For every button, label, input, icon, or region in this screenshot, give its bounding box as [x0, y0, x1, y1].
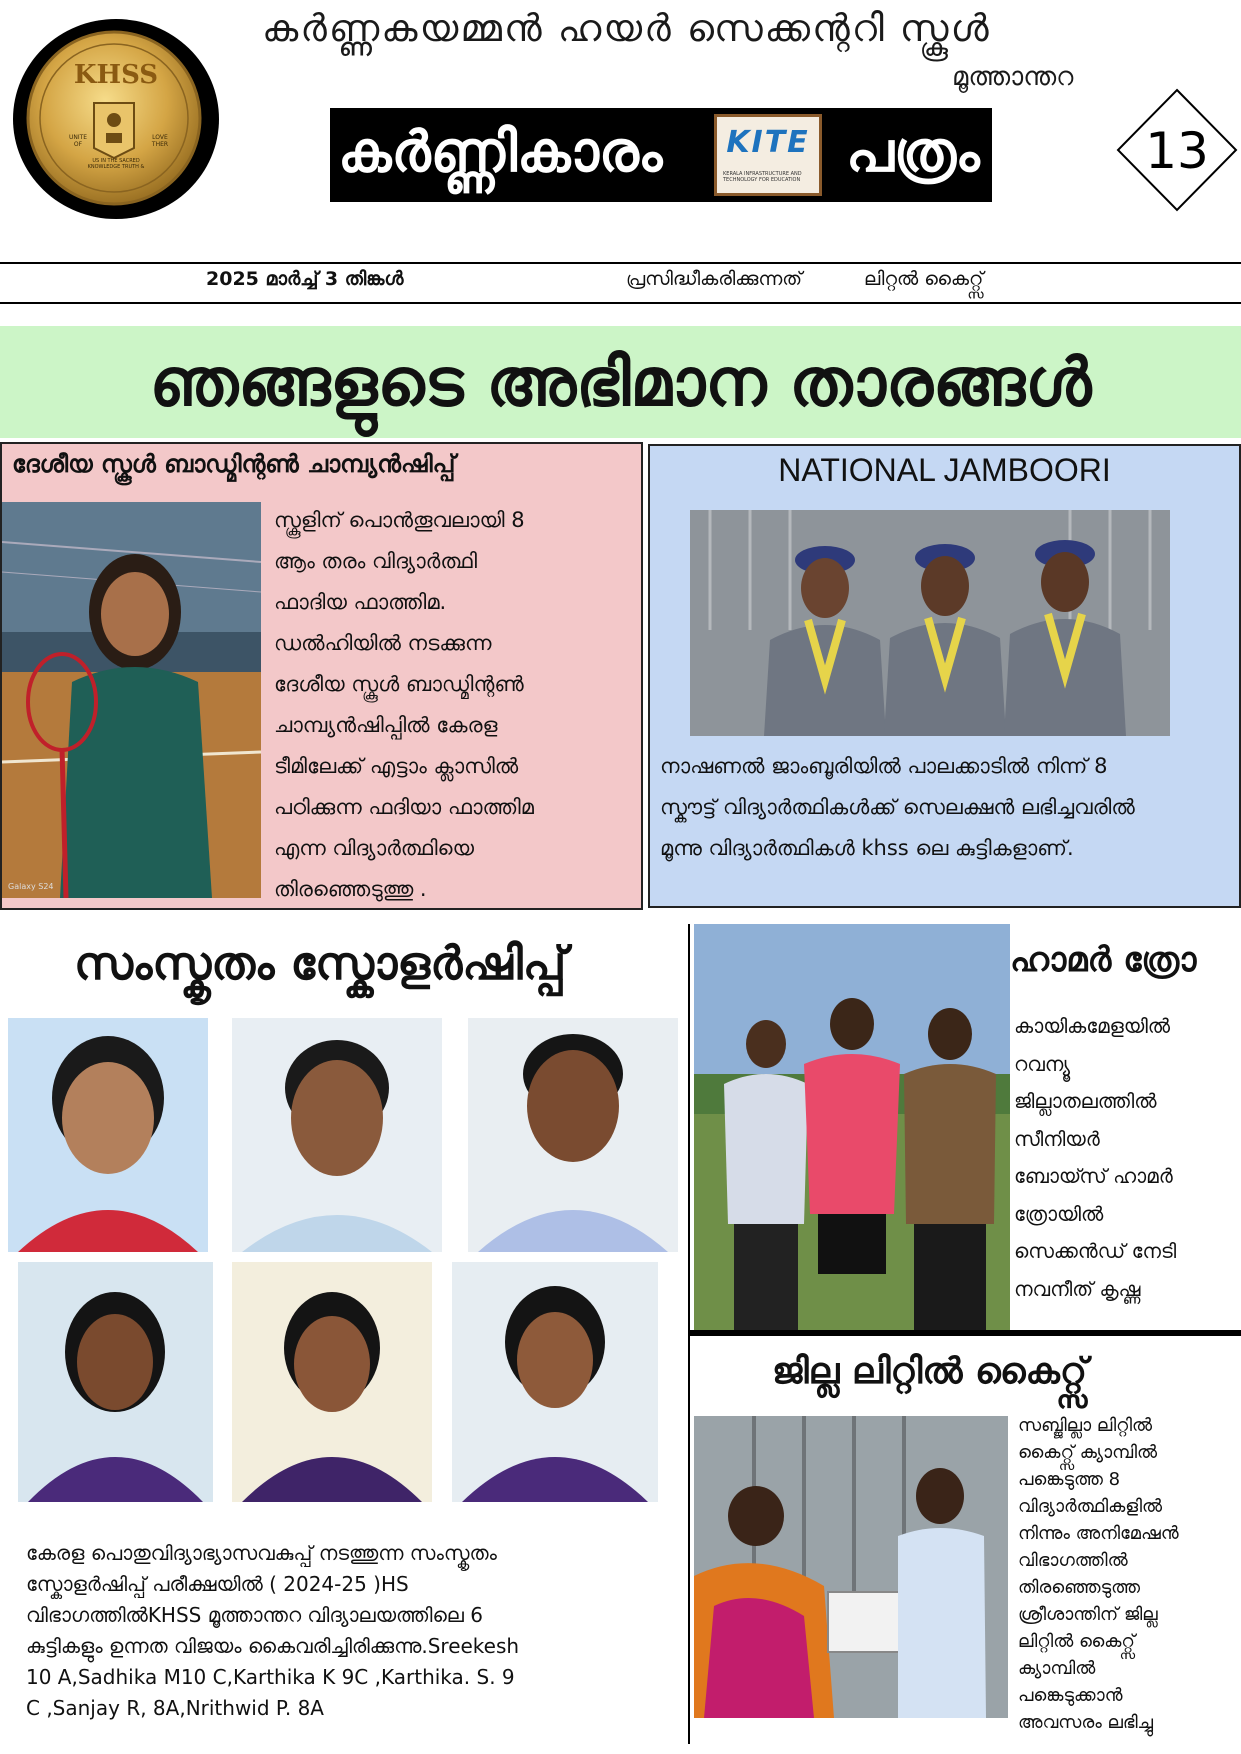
paper-name-right: പത്രം — [846, 120, 980, 185]
hammer-line: ത്രോയിൽ — [1014, 1201, 1104, 1226]
sanskrit-line: സ്കോളർഷിപ്പ് പരീക്ഷയിൽ ( 2024-25 )HS — [26, 1572, 409, 1596]
sanskrit-line: കുട്ടികളും ഉന്നത വിജയം കൈവരിച്ചിരിക്കുന്നു.Sreekesh — [26, 1634, 520, 1658]
photo-watermark: Galaxy S24 — [8, 882, 54, 891]
jamboori-line: മൂന്നു വിദ്യാർത്ഥികൾ khss ലെ കുട്ടികളാണ്. — [660, 836, 1074, 860]
littlekites-line: ലിറ്റിൽ കൈറ്റ്സ് — [1018, 1631, 1136, 1652]
littlekites-line: ശ്രീശാന്തിന് ജില്ല — [1018, 1604, 1158, 1625]
littlekites-line: വിഭാഗത്തിൽ — [1018, 1550, 1128, 1571]
sanskrit-line: C ,Sanjay R, 8A,Nrithwid P. 8A — [26, 1696, 324, 1720]
badminton-line: തിരഞ്ഞെടുത്തു . — [274, 877, 427, 901]
student-photo — [8, 1018, 208, 1252]
banner-title: ഞങ്ങളുടെ അഭിമാന താരങ്ങൾ — [149, 344, 1092, 421]
sanskrit-heading: സംസ്കൃതം സ്കോളർഷിപ്പ് — [74, 936, 567, 990]
hammer-line: നവനീത് കൃഷ്ണ — [1014, 1276, 1141, 1301]
banner — [0, 326, 1241, 438]
badminton-line: ദേശീയ സ്കൂൾ ബാഡ്മിന്റൺ — [274, 672, 524, 696]
jamboori-heading: NATIONAL JAMBOORI — [778, 452, 1111, 488]
hammer-line: ജില്ലാതലത്തിൽ — [1014, 1089, 1157, 1113]
hammer-line: സീനിയർ — [1014, 1126, 1100, 1151]
school-name: കർണ്ണകയമ്മൻ ഹയർ സെക്കന്ററി സ്കൂൾ — [262, 6, 991, 50]
jamboori-line: നാഷണൽ ജാംബൂരിയിൽ പാലക്കാടിൽ നിന്ന് 8 — [660, 754, 1108, 778]
littlekites-line: കൈറ്റ്സ് ക്യാമ്പിൽ — [1018, 1442, 1158, 1463]
publisher-label: പ്രസിദ്ധീകരിക്കുന്നത് — [626, 268, 803, 290]
hammer-text — [1014, 1008, 1234, 1308]
logo-motto-bottom: US IN THE SACRED KNOWLEDGE TRUTH & — [87, 158, 145, 170]
badminton-line: ഫാദിയ ഫാത്തിമ. — [274, 590, 447, 614]
issue-number-badge — [1116, 88, 1238, 212]
hammer-line: കായികമേളയിൽ — [1014, 1014, 1171, 1038]
dateline-date: 2025 മാർച്ച് 3 തിങ്കൾ — [206, 268, 404, 290]
school-logo — [12, 18, 220, 220]
rule-top — [0, 262, 1241, 264]
badminton-line: ടീമിലേക്ക് എട്ടാം ക്ലാസിൽ — [274, 754, 519, 778]
sanskrit-line: വിഭാഗത്തിൽKHSS മൂത്താന്തറ വിദ്യാലയത്തിലെ 6 — [26, 1603, 483, 1627]
jamboori-text — [660, 746, 1235, 869]
student-photo — [452, 1262, 658, 1502]
kite-logo — [714, 114, 822, 196]
little-kites-award-photo — [694, 1416, 1008, 1718]
badminton-line: സ്കൂളിന് പൊൻതൂവലായി 8 — [274, 508, 525, 532]
badminton-line: പഠിക്കുന്ന ഫദിയാ ഫാത്തിമ — [274, 795, 534, 819]
littlekites-line: സബ്ജില്ലാ ലിറ്റിൽ — [1018, 1415, 1153, 1436]
littlekites-line: പങ്കെടുത്ത 8 — [1018, 1469, 1121, 1490]
student-photo — [18, 1262, 213, 1502]
badminton-section — [0, 442, 643, 910]
rule-bottom — [0, 302, 1241, 304]
hammer-heading: ഹാമർ ത്രോ — [1010, 940, 1197, 980]
badminton-line: ചാമ്പ്യൻഷിപ്പിൽ കേരള — [274, 713, 498, 737]
paper-nameplate — [330, 108, 992, 202]
sanskrit-line: കേരള പൊതുവിദ്യാഭ്യാസവകുപ്പ് നടത്തുന്ന സംസ്കൃതം — [26, 1541, 497, 1565]
hammer-line: സെക്കൻഡ് നേടി — [1014, 1239, 1177, 1263]
littlekites-heading: ജില്ല ലിറ്റിൽ കൈറ്റ്സ് — [772, 1350, 1088, 1392]
hammer-throw-photo — [694, 924, 1010, 1330]
badminton-heading: ദേശീയ സ്കൂൾ ബാഡ്മിന്റൺ ചാമ്പ്യൻഷിപ്പ് — [12, 450, 456, 478]
littlekites-line: അവസരം ലഭിച്ചു — [1018, 1712, 1154, 1733]
sanskrit-line: 10 A,Sadhika M10 C,Karthika K 9C ,Karthika. S. 9 — [26, 1665, 515, 1689]
badminton-line: ഡൽഹിയിൽ നടക്കുന്ന — [274, 631, 492, 655]
sanskrit-text — [26, 1538, 666, 1724]
paper-name-left: കർണ്ണികാരം — [338, 120, 663, 185]
school-place: മൂത്താന്തറ — [952, 62, 1074, 92]
kite-logo-text: KITE — [726, 125, 810, 160]
student-photo — [232, 1262, 432, 1502]
littlekites-line: നിന്നും അനിമേഷൻ — [1018, 1523, 1179, 1544]
littlekites-line: പങ്കെടുക്കാൻ — [1018, 1685, 1123, 1706]
kite-caption: KERALA INFRASTRUCTURE AND TECHNOLOGY FOR EDUCATION — [723, 171, 802, 183]
logo-text: KHSS — [73, 60, 159, 90]
section-rule — [690, 1330, 1241, 1336]
hammer-line: ബോയ്സ് ഹാമർ — [1014, 1164, 1173, 1188]
badminton-line: ആം തരം വിദ്യാർത്ഥി — [274, 549, 478, 573]
littlekites-text — [1018, 1412, 1238, 1736]
littlekites-line: തിരഞ്ഞെടുത്ത — [1018, 1577, 1140, 1598]
hammer-line: റവന്യൂ — [1014, 1051, 1071, 1076]
scouts-photo — [690, 510, 1170, 736]
badminton-player-photo — [2, 502, 261, 898]
jamboori-section — [648, 444, 1241, 908]
issue-number: 13 — [1145, 122, 1209, 180]
jamboori-line: സ്കൗട്ട് വിദ്യാർത്ഥികൾക്ക് സെലക്ഷൻ ലഭിച്ചവരിൽ — [660, 795, 1135, 819]
student-photo — [468, 1018, 678, 1252]
littlekites-line: വിദ്യാർത്ഥികളിൽ — [1018, 1496, 1163, 1517]
badminton-text — [274, 500, 634, 910]
student-photo — [232, 1018, 442, 1252]
badminton-line: എന്ന വിദ്യാർത്ഥിയെ — [274, 836, 475, 860]
logo-motto-right: LOVE THER — [151, 134, 169, 148]
publisher-name: ലിറ്റൽ കൈറ്റ്സ് — [864, 268, 984, 290]
littlekites-line: ക്യാമ്പിൽ — [1018, 1658, 1096, 1679]
logo-motto-left: UNITE OF — [68, 134, 88, 148]
